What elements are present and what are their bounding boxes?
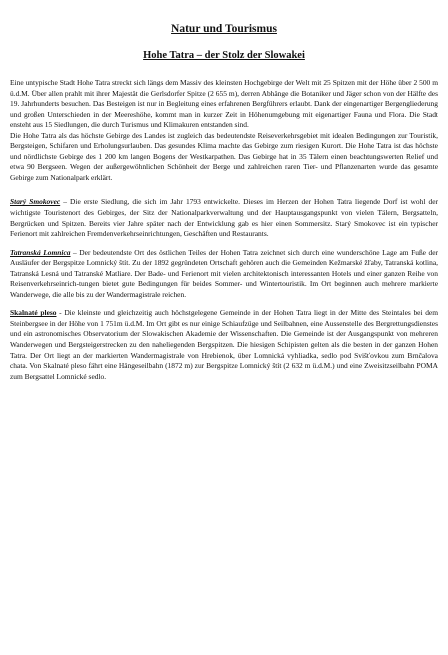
entry-paragraph bbox=[10, 308, 438, 382]
intro-paragraph-2: Die Hohe Tatra als das höchste Gebirge des Landes ist zugleich das bedeutendste Reiseverkehrsgebiet mit idealen Bedingungen zur Touristik, Bergsteigen, Schifaren und Erholungsurlauben. Das gesundes Klima machte das Gebirge zum riesigen Kurort. Die Hohe Tatra ist das höchste und nördlichste Gebirge des 1 200 km langen Bogens der Westkarpathen. Das Gebirge hat in 35 Tälern einen beachtungswerten Relief und etwa 90 Bergseen. Wegen der außergewöhnlichen Schönheit der Berge und zahlreichen raren Tier- und Pflanzenarten wurde das gesamte Gebirge zum Nationalpark erklärt. bbox=[10, 130, 438, 182]
entry-text: Die kleinste und gleichzeitig auch höchstgelegene Gemeinde in der Hohen Tatra liegt in der Mitte des Steintales bei dem Steinbergsee in der Höhe von 1 751m ü.d.M. Im Ort gibt es nur einige Schiaufzüge und Seilbahnen, eine Aussenstelle des Bergrettungsdienstes und ein astronomisches Observatorium der Slowakischen Akademie der Wissenschaften. Die Gemeinde ist der Ausgangspunkt von mehreren Wanderwegen und Bergsteigerstrecken zu den naheliegenden Bergspitzen. Die hiesigen Schipisten gelten als die besten in der ganzen Hohen Tatra. Der Ort liegt an der markierten Wandermagistrale von Hrebienok, über Lomnická vyhliadka, sedlo pod Svišťovkou zum Brnčalova chata. Von Skalnaté pleso fährt eine Hängeseilbahn (1872 m) zur Bergspitze Lomnický štít (2 632 m ü.d.M.) und eine Zweisitzseilbahn POMA zum Bergsattel Lomnické sedlo. bbox=[10, 308, 439, 381]
entry-paragraph bbox=[10, 248, 438, 301]
entry-term: Starý Smokovec bbox=[10, 197, 61, 207]
entry-dash: - bbox=[56, 308, 65, 318]
entry-tatranska-lomnica bbox=[10, 248, 438, 301]
entry-term: Tatranská Lomnica bbox=[10, 247, 71, 257]
intro-section bbox=[10, 78, 438, 183]
intro-paragraph-1: Eine untypische Stadt Hohe Tatra streckt sich längs dem Massiv des kleinsten Hochgebirge der Welt mit 25 Spitzen mit der Höhe über 2 500 m ü.d.M. Über allen prahlt mit ihrer Majestät die Gerlsdorfer Spitze (2 655 m), derren Abhänge die Botaniker und Jäger schon von der Hälfte des 19. Jahrhunderts besuchen. Das Besteigen ist nur in Begleitung eines erfahrenen Bergführers erlaubt. Dank der eingenartiger Bergengliederung und großen Unterschieden in der Meereshöhe, kommt man in kurzer Zeit in Höhenumgebung mit eigenartiger Fauna und Flora. Die Stadt ensteht aus 15 Siedlungen, die durch Turismus und Klimakuren entstanden sind. bbox=[10, 78, 438, 130]
entry-stary-smokovec bbox=[10, 197, 438, 239]
entry-dash: – bbox=[70, 247, 80, 257]
entry-text: Der bedeutendste Ort des östlichen Teiles der Hohen Tatra zeichnet sich durch eine wunderschöne Lage am Fuße der Ausläufer der Bergspitze Lomnický štít. Zu der 1892 gegründeten Ortschaft gehören auch die Gemeinden Kežmarské žľaby, Tatranská kotlina, Tatranská Lesná und Tatranské Matliare. Der Bade- und Ferienort mit vielen architektonisch interessanten Hotels und einer ganzen Reihe von Reisenverkehrseinrich-tungen bietet gute Bedingungen für beides Sommer- und Wintertouristik. Im Ort beginnen auch mehrere markierte Wanderwege, die alle bis zu der Wandermagistrale reichen. bbox=[10, 247, 439, 299]
entry-term: Skalnaté pleso bbox=[10, 308, 57, 318]
document-title: Natur und Tourismus bbox=[171, 23, 277, 35]
entry-skalnate-pleso bbox=[10, 308, 438, 382]
entry-paragraph bbox=[10, 197, 438, 239]
entry-dash: – bbox=[60, 197, 71, 207]
entry-text: Die erste Siedlung, die sich im Jahr 1793 entwickelte. Dieses im Herzen der Hohen Tatra liegende Dorf ist wohl der wichtigste Touristenort des Gebirges, der Sitz der Nationalparkverwaltung und der Hauptausgangspunkt von vielen Tälern, Bergsatteln, Bergrücken und Spitzen. Bereits vier Jahre später nach der Entwicklung gab es hier einen Sommersitz. Starý Smokovec ist ein typischer Ferienort mit zahlreichen Fremdenverkehrseinrichtungen, Geschäften und Restaurants. bbox=[10, 197, 438, 239]
document-subtitle: Hohe Tatra – der Stolz der Slowakei bbox=[143, 50, 305, 61]
